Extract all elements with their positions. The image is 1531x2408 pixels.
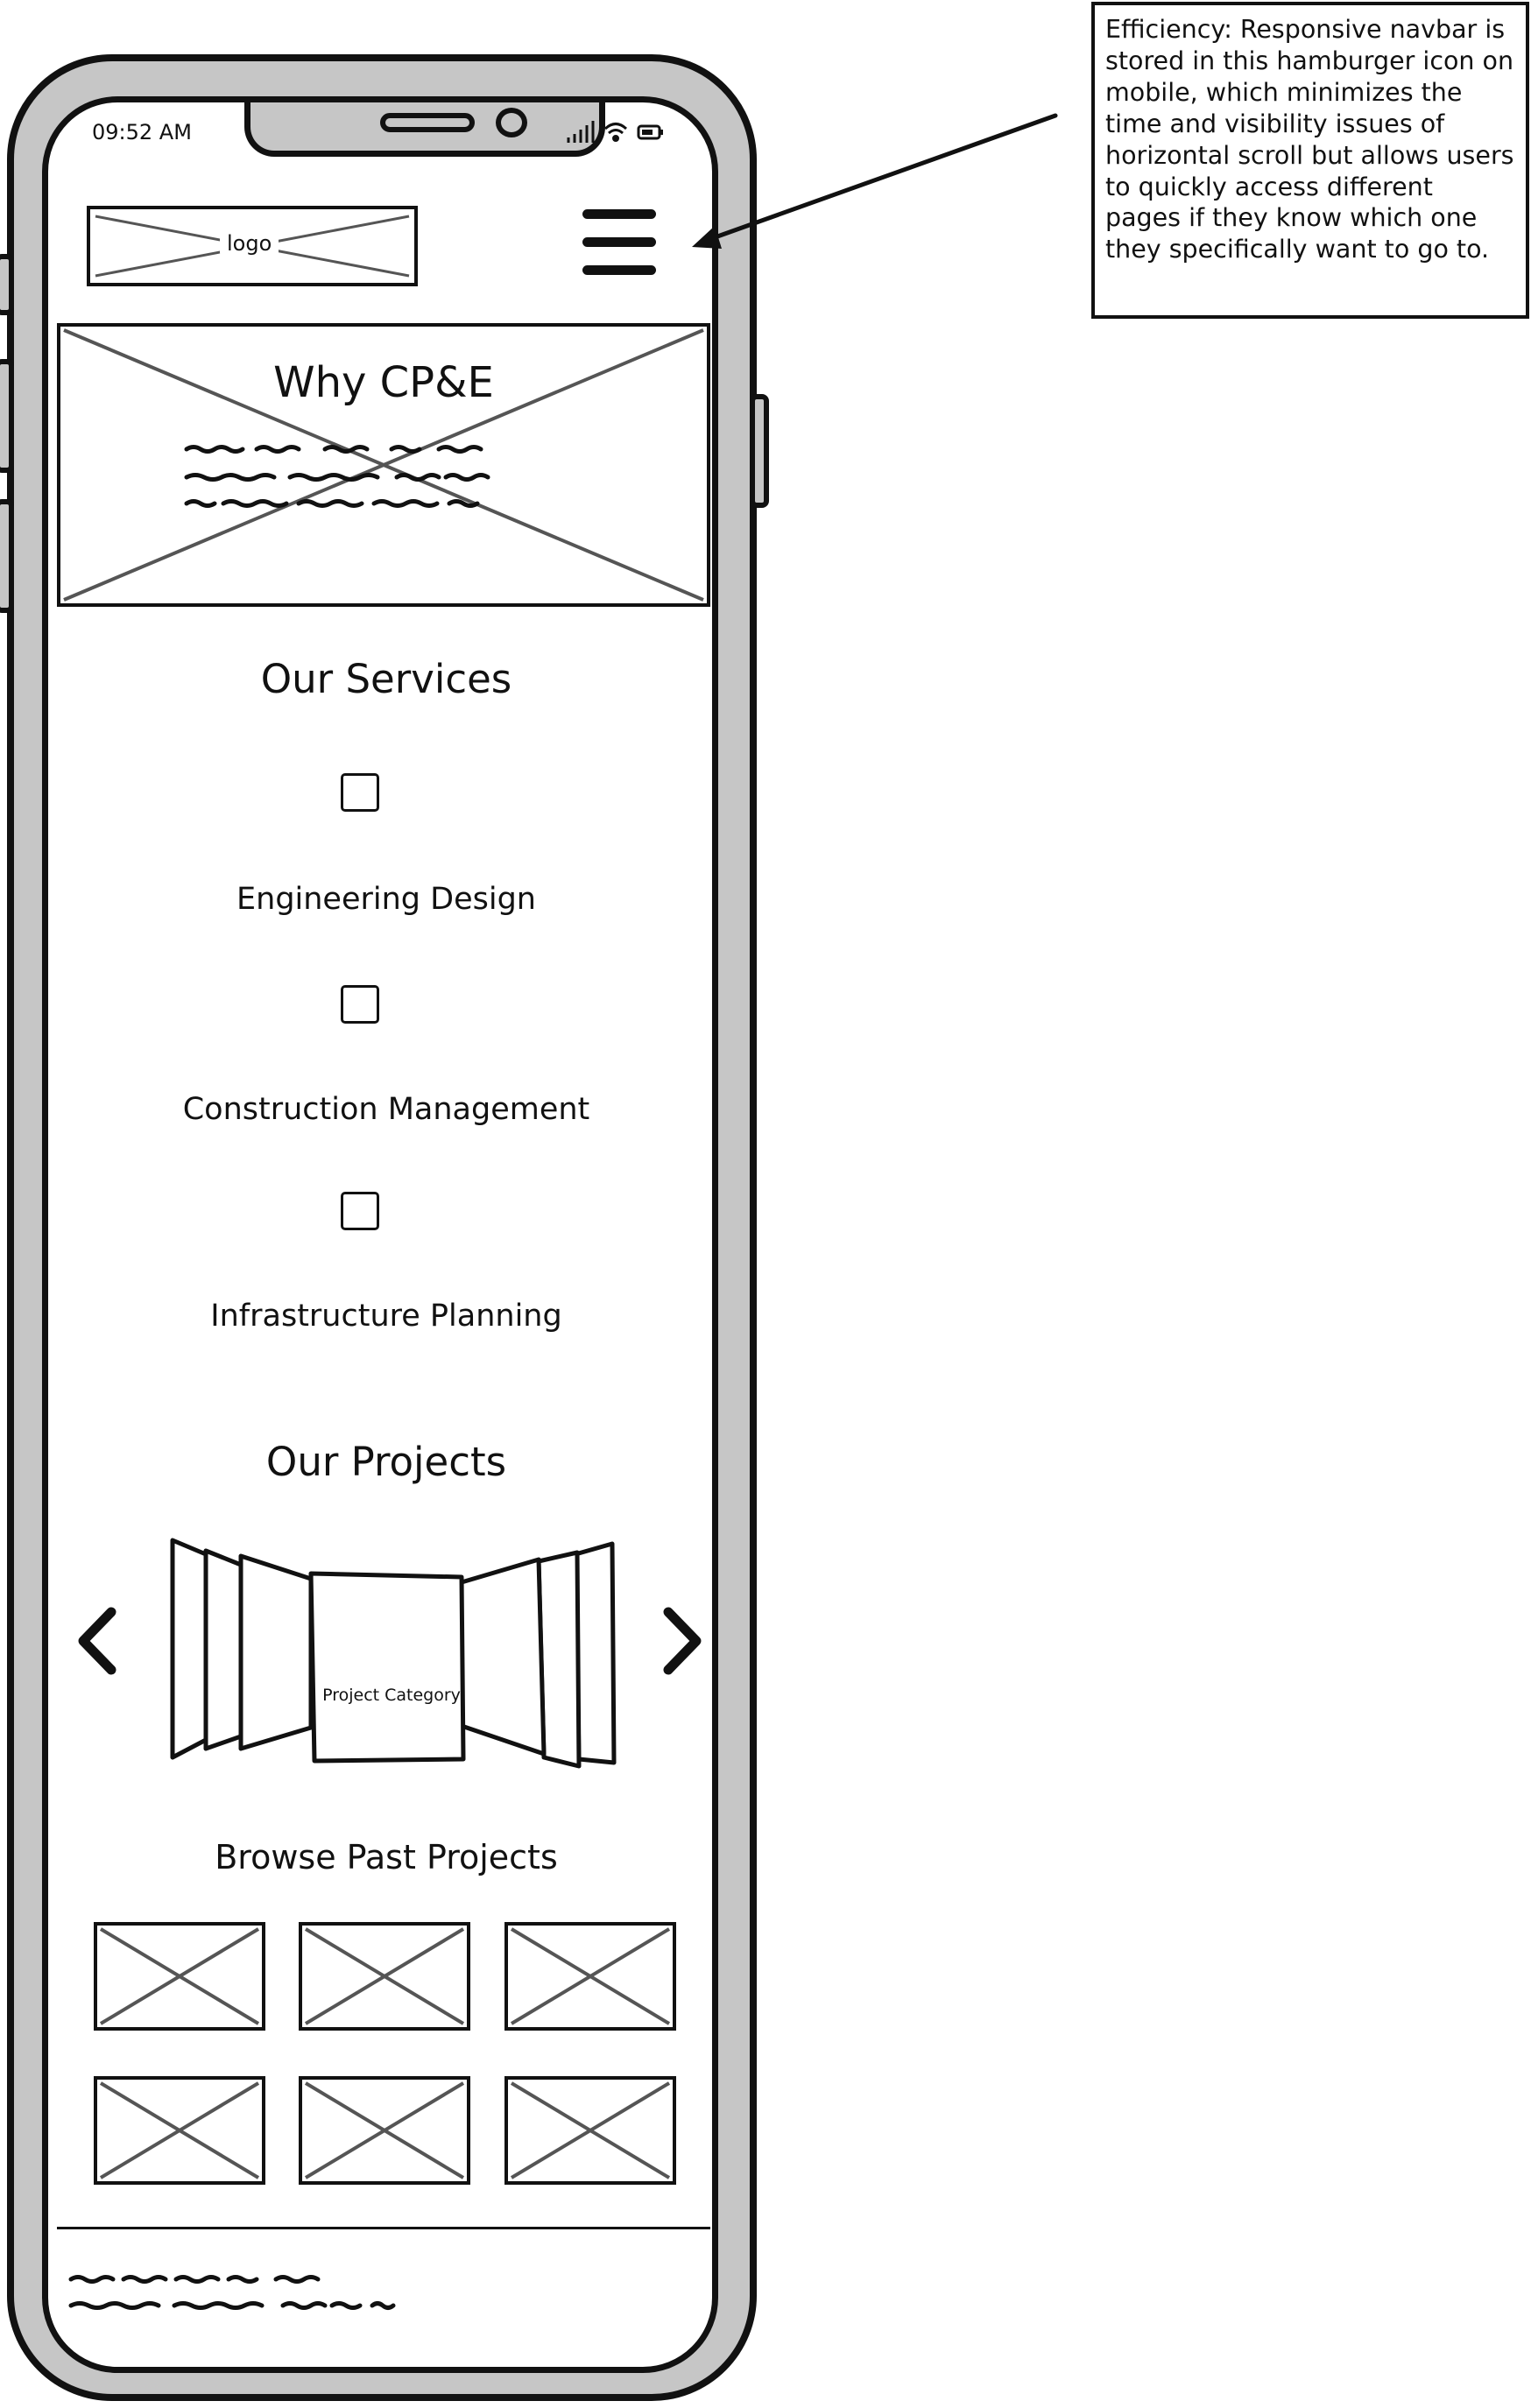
carousel-card-right-1 [462, 1560, 544, 1754]
browse-projects-heading: Browse Past Projects [215, 1838, 558, 1876]
phone-volume-down-button [0, 499, 14, 613]
phone-notch [244, 102, 605, 157]
carousel-center-label: Project Category [322, 1686, 461, 1705]
camera-icon [496, 108, 527, 137]
service-label-construction-management: Construction Management [182, 1092, 590, 1127]
project-thumbnail[interactable] [504, 2076, 676, 2185]
status-icons [565, 116, 670, 146]
status-time: 09:52 AM [92, 120, 192, 144]
image-placeholder-icon [302, 1926, 467, 2027]
project-coverflow-carousel[interactable] [153, 1530, 617, 1792]
annotation-arrow [683, 105, 1069, 263]
image-placeholder-icon [302, 2080, 467, 2181]
carousel-prev-icon[interactable] [66, 1602, 127, 1680]
carousel-card-left-1 [241, 1556, 311, 1749]
services-heading: Our Services [260, 656, 512, 702]
hero-banner [57, 323, 710, 607]
carousel-card-center [311, 1574, 463, 1761]
footer-scribble-text [67, 2269, 505, 2321]
hamburger-bar [582, 265, 656, 275]
phone-volume-up-button [0, 359, 14, 473]
logo-placeholder[interactable] [87, 206, 418, 286]
carousel-card-right-3 [575, 1544, 614, 1763]
image-placeholder-icon [508, 1926, 673, 2027]
hero-scribble-text [183, 440, 586, 510]
footer-divider [57, 2227, 710, 2229]
speaker-icon [380, 113, 475, 132]
battery-icon [639, 126, 663, 138]
projects-heading: Our Projects [265, 1439, 507, 1485]
phone-power-button [750, 394, 769, 508]
project-thumbnail[interactable] [94, 2076, 265, 2185]
project-thumbnail[interactable] [299, 2076, 470, 2185]
signal-icon [568, 121, 593, 143]
phone-side-button [0, 254, 14, 315]
carousel-next-icon[interactable] [653, 1602, 714, 1680]
project-thumbnail[interactable] [504, 1922, 676, 2031]
image-placeholder-icon [97, 2080, 262, 2181]
annotation-note: Efficiency: Responsive navbar is stored in this hamburger icon on mobile, which minimizes the time and visibility issues of horizontal scroll but allows users to quickly access different pages if they know which one they specifically want to go to. [1091, 2, 1529, 319]
project-thumbnail[interactable] [299, 1922, 470, 2031]
logo-label: logo [220, 229, 279, 257]
service-icon-checkbox[interactable] [341, 1192, 379, 1230]
service-icon-checkbox[interactable] [341, 773, 379, 812]
service-label-engineering-design: Engineering Design [236, 882, 536, 917]
carousel-card-left-2 [206, 1551, 241, 1749]
image-placeholder-icon [97, 1926, 262, 2027]
carousel-card-left-3 [173, 1540, 206, 1757]
service-label-infrastructure-planning: Infrastructure Planning [210, 1299, 562, 1334]
project-thumbnail[interactable] [94, 1922, 265, 2031]
phone-screen [42, 96, 718, 2373]
hero-title: Why CP&E [273, 358, 494, 407]
hamburger-bar [582, 209, 656, 219]
service-icon-checkbox[interactable] [341, 985, 379, 1024]
hamburger-menu-button[interactable] [582, 208, 661, 283]
hamburger-bar [582, 237, 656, 247]
wifi-icon [605, 124, 626, 141]
image-placeholder-icon [508, 2080, 673, 2181]
